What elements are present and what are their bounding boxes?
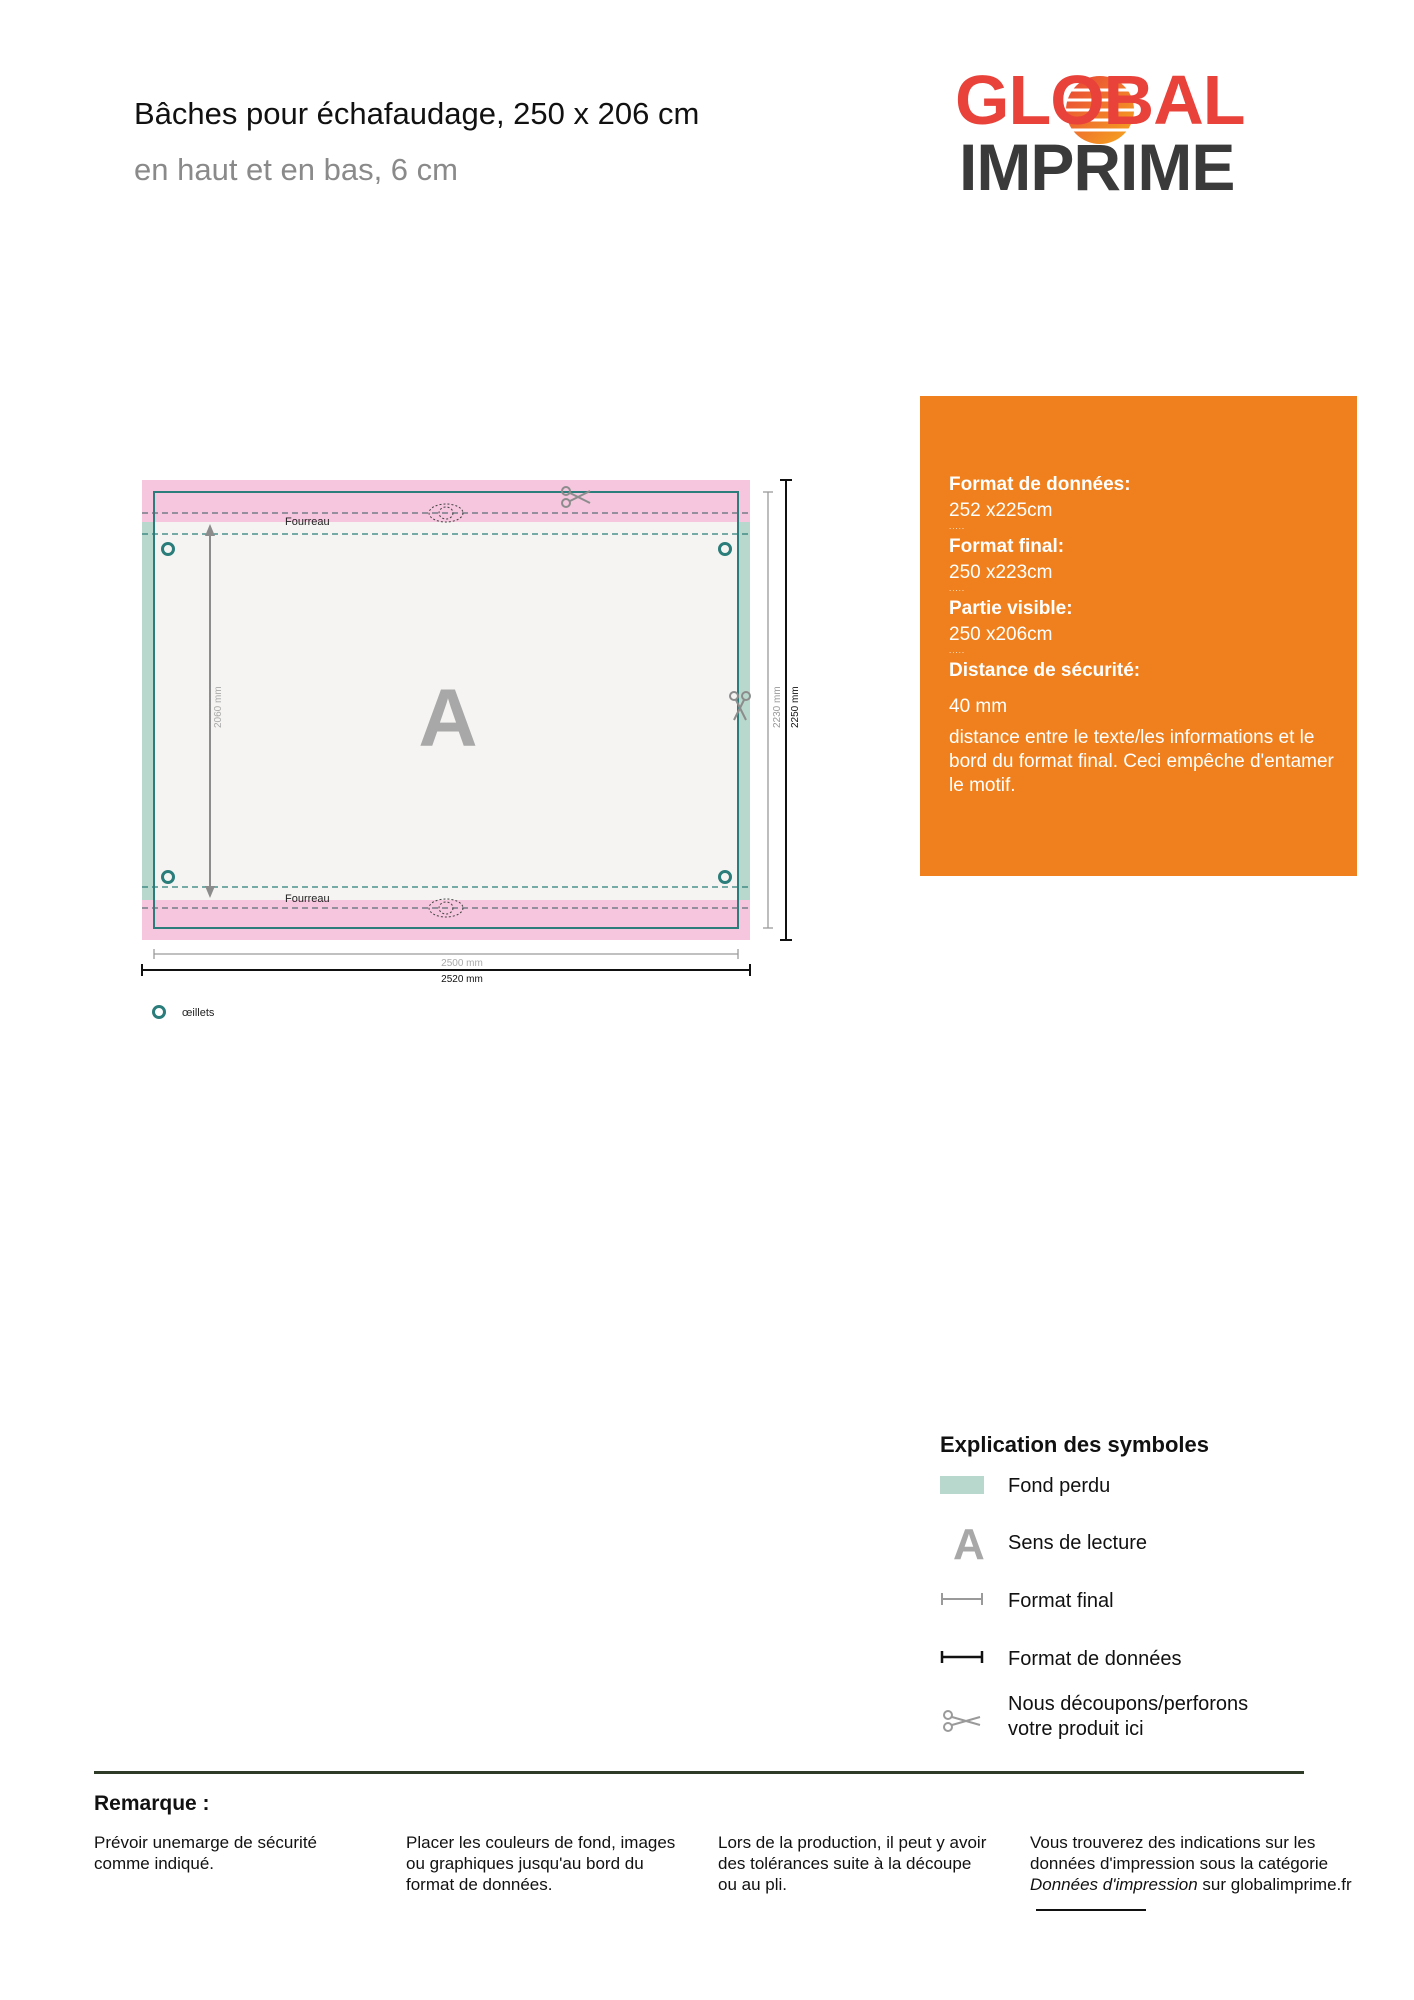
- visible-part-label: Partie visible:: [949, 598, 1073, 619]
- bleed-swatch-icon: [940, 1476, 984, 1494]
- page-subtitle: en haut et en bas, 6 cm: [134, 152, 458, 187]
- safety-distance-text: distance entre le texte/les informations et le bord du format final. Ceci empêche d'entamer le motif.: [949, 727, 1334, 796]
- final-height-label: 2230 mm: [772, 686, 783, 728]
- legend-label-line: votre produit ici: [1008, 1718, 1144, 1740]
- blank-underline: [1036, 1895, 1146, 1911]
- eyelet-legend-icon: [154, 1007, 165, 1018]
- remark-note: Placer les couleurs de fond, images ou graphiques jusqu'au bord du format de données.: [406, 1833, 676, 1894]
- final-width-label: 2500 mm: [441, 958, 483, 969]
- visible-part-value: 250 x206cm: [949, 624, 1053, 645]
- dotted-separator: .....: [949, 584, 966, 593]
- data-format-value: 252 x225cm: [949, 500, 1053, 521]
- legend-label: Format final: [1008, 1590, 1114, 1612]
- data-height-label: 2250 mm: [790, 686, 801, 728]
- logo-text-bottom: IMPRIME: [959, 130, 1235, 204]
- remark-italic-text: Données d'impression: [1030, 1875, 1198, 1894]
- data-format-label: Format de données:: [949, 474, 1131, 495]
- safety-distance-value: 40 mm: [949, 696, 1008, 717]
- safety-distance-label: Distance de sécurité:: [949, 660, 1141, 681]
- dotted-separator: .....: [949, 522, 966, 531]
- sleeve-top-label: Fourreau: [285, 516, 330, 528]
- final-format-label: Format final:: [949, 536, 1065, 557]
- sleeve-top: [142, 480, 750, 522]
- global-imprime-logo: [955, 62, 1255, 202]
- dotted-separator: .....: [949, 646, 966, 655]
- format-info-box: [920, 396, 1357, 876]
- website-link[interactable]: sur globalimprime.fr: [1197, 1875, 1352, 1894]
- legend-label: Format de données: [1008, 1648, 1182, 1670]
- scissors-icon: [940, 1706, 984, 1736]
- remark-note: [1030, 1832, 1370, 1916]
- legend-label-line: Nous découpons/perforons: [1008, 1693, 1249, 1715]
- remark-note: Prévoir unemarge de sécurité comme indiqué.: [94, 1833, 318, 1873]
- banner-diagram: [130, 470, 810, 1030]
- data-format-icon: [940, 1647, 984, 1667]
- legend-label: Fond perdu: [1008, 1475, 1111, 1497]
- logo-text-top: GLOBAL: [955, 61, 1245, 139]
- legend-label: [1008, 1692, 1248, 1742]
- remark-note: Lors de la production, il peut y avoir des tolérances suite à la découpe ou au pli.: [718, 1833, 987, 1894]
- legend-title: Explication des symboles: [940, 1432, 1209, 1457]
- eyelets-label: œillets: [182, 1007, 215, 1019]
- data-width-label: 2520 mm: [441, 974, 483, 985]
- sleeve-bottom: [142, 900, 750, 940]
- visible-height-label: 2060 mm: [213, 686, 224, 728]
- sleeve-bottom-label: Fourreau: [285, 893, 330, 905]
- final-format-value: 250 x223cm: [949, 562, 1053, 583]
- reading-direction-icon: A: [953, 1520, 985, 1569]
- footer-divider: [94, 1771, 1304, 1774]
- remarks-title: Remarque :: [94, 1792, 210, 1815]
- page-title: Bâches pour échafaudage, 250 x 206 cm: [134, 96, 700, 131]
- reading-direction-letter: A: [418, 673, 478, 764]
- final-format-icon: [940, 1589, 984, 1609]
- remark-text: Vous trouverez des indications sur les données d'impression sous la catégorie: [1030, 1833, 1329, 1873]
- legend-label: Sens de lecture: [1008, 1532, 1147, 1554]
